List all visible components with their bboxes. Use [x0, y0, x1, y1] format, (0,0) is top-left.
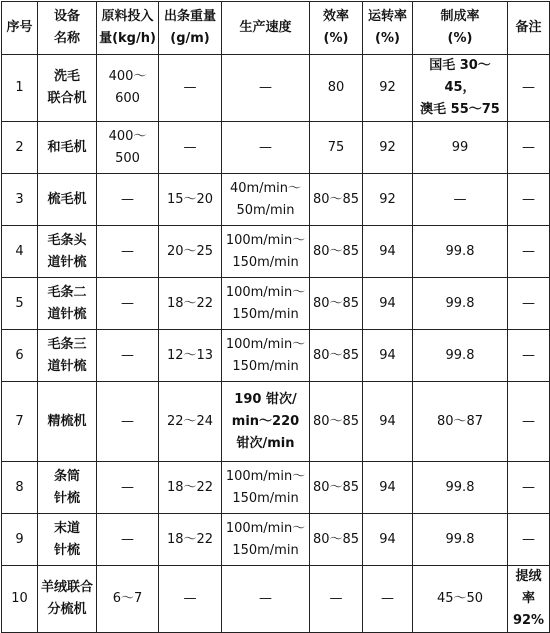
cell-production-speed: 100m/min～ 150m/min — [222, 330, 310, 382]
cell-efficiency: 80～85 — [310, 278, 363, 330]
cell-index: 5 — [2, 278, 38, 330]
table-row — [2, 55, 550, 122]
cell-feed-amount: — — [97, 278, 159, 330]
cell-index: 9 — [2, 514, 38, 566]
header-equipment-name: 设备 名称 — [38, 2, 97, 55]
cell-index: 8 — [2, 462, 38, 514]
cell-yield-rate: 45～50 — [413, 566, 508, 633]
cell-remarks: — — [508, 278, 550, 330]
cell-production-speed: 190 钳次/ min～220 钳次/min — [222, 382, 310, 462]
cell-yield-rate: 99 — [413, 122, 508, 174]
cell-equipment-name: 和毛机 — [38, 122, 97, 174]
cell-equipment-name: 毛条二 道针梳 — [38, 278, 97, 330]
cell-yield-rate: 99.8 — [413, 514, 508, 566]
cell-remarks: — — [508, 122, 550, 174]
cell-operation-rate: 94 — [363, 462, 413, 514]
cell-yield-rate: 99.8 — [413, 226, 508, 278]
cell-feed-amount: — — [97, 462, 159, 514]
cell-equipment-name: 梳毛机 — [38, 174, 97, 226]
cell-sliver-weight: — — [159, 122, 222, 174]
cell-efficiency: 80 — [310, 55, 363, 122]
cell-efficiency: 80～85 — [310, 174, 363, 226]
cell-efficiency: 80～85 — [310, 462, 363, 514]
cell-operation-rate: 92 — [363, 55, 413, 122]
cell-yield-rate: 99.8 — [413, 278, 508, 330]
table-row — [2, 330, 550, 382]
cell-sliver-weight: — — [159, 55, 222, 122]
cell-index: 1 — [2, 55, 38, 122]
cell-production-speed: — — [222, 566, 310, 633]
cell-yield-rate: 99.8 — [413, 330, 508, 382]
cell-sliver-weight: 22～24 — [159, 382, 222, 462]
cell-remarks: — — [508, 226, 550, 278]
cell-production-speed: — — [222, 55, 310, 122]
cell-feed-amount: 6～7 — [97, 566, 159, 633]
cell-efficiency: 80～85 — [310, 226, 363, 278]
cell-feed-amount: — — [97, 514, 159, 566]
cell-feed-amount: — — [97, 330, 159, 382]
cell-operation-rate: 94 — [363, 226, 413, 278]
cell-equipment-name: 羊绒联合 分梳机 — [38, 566, 97, 633]
cell-index: 2 — [2, 122, 38, 174]
cell-sliver-weight: — — [159, 566, 222, 633]
cell-sliver-weight: 12～13 — [159, 330, 222, 382]
header-operation-rate: 运转率 (%) — [363, 2, 413, 55]
cell-yield-rate: 国毛 30～45， 澳毛 55～75 — [413, 55, 508, 122]
cell-operation-rate: — — [363, 566, 413, 633]
cell-feed-amount: 400～600 — [97, 55, 159, 122]
header-sliver-weight: 出条重量 (g/m) — [159, 2, 222, 55]
cell-equipment-name: 毛条头 道针梳 — [38, 226, 97, 278]
table-header-row — [2, 2, 550, 55]
cell-operation-rate: 94 — [363, 382, 413, 462]
cell-production-speed: 100m/min～ 150m/min — [222, 278, 310, 330]
cell-remarks: — — [508, 382, 550, 462]
cell-feed-amount: — — [97, 174, 159, 226]
cell-equipment-name: 条筒 针梳 — [38, 462, 97, 514]
cell-remarks: — — [508, 330, 550, 382]
equipment-parameters-table — [1, 1, 550, 633]
cell-sliver-weight: 18～22 — [159, 514, 222, 566]
table-row — [2, 462, 550, 514]
cell-operation-rate: 94 — [363, 514, 413, 566]
cell-sliver-weight: 18～22 — [159, 462, 222, 514]
cell-production-speed: 100m/min～ 150m/min — [222, 514, 310, 566]
table-row — [2, 382, 550, 462]
table-row — [2, 122, 550, 174]
table-row — [2, 566, 550, 633]
cell-index: 10 — [2, 566, 38, 633]
cell-production-speed: — — [222, 122, 310, 174]
cell-sliver-weight: 20～25 — [159, 226, 222, 278]
table-row — [2, 278, 550, 330]
table-row — [2, 226, 550, 278]
cell-yield-rate: 80～87 — [413, 382, 508, 462]
cell-operation-rate: 92 — [363, 174, 413, 226]
cell-efficiency: 75 — [310, 122, 363, 174]
cell-operation-rate: 94 — [363, 330, 413, 382]
cell-efficiency: — — [310, 566, 363, 633]
cell-production-speed: 100m/min～ 150m/min — [222, 226, 310, 278]
cell-index: 6 — [2, 330, 38, 382]
cell-remarks: — — [508, 55, 550, 122]
cell-operation-rate: 94 — [363, 278, 413, 330]
cell-equipment-name: 末道 针梳 — [38, 514, 97, 566]
cell-remarks: — — [508, 462, 550, 514]
cell-operation-rate: 92 — [363, 122, 413, 174]
cell-feed-amount: — — [97, 226, 159, 278]
header-efficiency: 效率 (%) — [310, 2, 363, 55]
cell-equipment-name: 精梳机 — [38, 382, 97, 462]
cell-sliver-weight: 15～20 — [159, 174, 222, 226]
cell-index: 4 — [2, 226, 38, 278]
cell-remarks: — — [508, 514, 550, 566]
cell-efficiency: 80～85 — [310, 382, 363, 462]
cell-yield-rate: — — [413, 174, 508, 226]
cell-yield-rate: 99.8 — [413, 462, 508, 514]
cell-equipment-name: 毛条三 道针梳 — [38, 330, 97, 382]
cell-index: 7 — [2, 382, 38, 462]
cell-efficiency: 80～85 — [310, 514, 363, 566]
cell-efficiency: 80～85 — [310, 330, 363, 382]
cell-remarks: — — [508, 174, 550, 226]
header-index: 序号 — [2, 2, 38, 55]
cell-production-speed: 40m/min～ 50m/min — [222, 174, 310, 226]
header-yield-rate: 制成率 (%) — [413, 2, 508, 55]
cell-feed-amount: 400～500 — [97, 122, 159, 174]
cell-feed-amount: — — [97, 382, 159, 462]
cell-production-speed: 100m/min～ 150m/min — [222, 462, 310, 514]
header-feed-amount: 原料投入 量(kg/h) — [97, 2, 159, 55]
cell-index: 3 — [2, 174, 38, 226]
cell-equipment-name: 洗毛 联合机 — [38, 55, 97, 122]
table-row — [2, 174, 550, 226]
cell-sliver-weight: 18～22 — [159, 278, 222, 330]
header-production-speed: 生产速度 — [222, 2, 310, 55]
header-remarks: 备注 — [508, 2, 550, 55]
cell-remarks: 提绒率 92% — [508, 566, 550, 633]
table-row — [2, 514, 550, 566]
